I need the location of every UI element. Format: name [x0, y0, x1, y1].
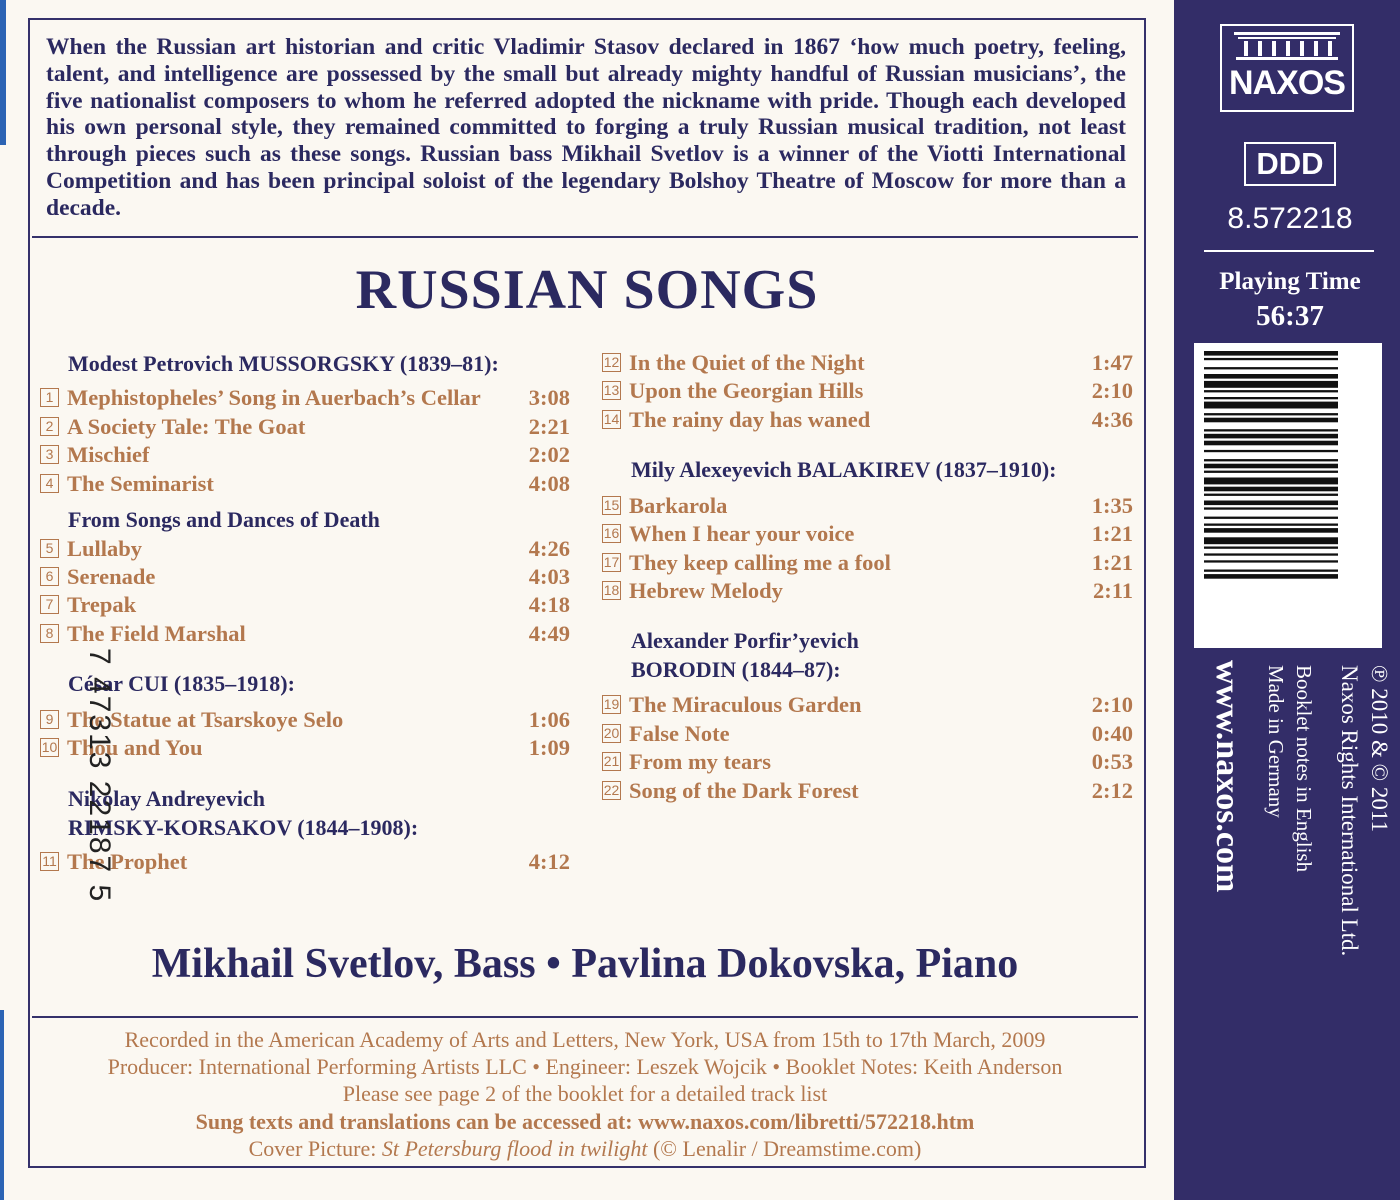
rights-line: Naxos Rights International Ltd.: [1337, 665, 1362, 957]
track-duration: 4:03: [528, 564, 570, 589]
barcode-bar: [1204, 494, 1338, 496]
barcode-bar: [1204, 390, 1338, 392]
track-1: [40, 385, 570, 413]
edge-strip: [0, 0, 6, 145]
barcode-bar: [1204, 450, 1338, 452]
track-8: [40, 621, 570, 649]
credits-sung-texts: Sung texts and translations can be accessed at: www.naxos.com/libretti/572218.htm: [195, 1108, 975, 1134]
performers-line: Mikhail Svetlov, Bass • Pavlina Dokovska, Piano: [151, 941, 1019, 987]
barcode-bar: [1204, 413, 1338, 415]
credits-cover: [32, 1135, 1138, 1162]
logo-wordmark: NAXOS: [1229, 64, 1345, 102]
track-number: 11: [40, 852, 59, 871]
track-title: The Miraculous Garden: [629, 692, 862, 717]
track-title: They keep calling me a fool: [629, 550, 891, 575]
barcode-bar: [1204, 464, 1338, 469]
divider-bottom: [32, 1016, 1138, 1018]
track-20: [602, 721, 1133, 749]
track-duration: 4:12: [528, 849, 570, 874]
track-title: Hebrew Melody: [629, 578, 783, 603]
website-url: www.naxos.com: [1209, 660, 1246, 893]
track-duration: 0:53: [1091, 749, 1133, 774]
track-number: 15: [603, 497, 620, 513]
barcode-bar: [1204, 478, 1338, 485]
barcode-bar: [1204, 487, 1338, 492]
track-3: [40, 442, 570, 470]
heading-songs-and-dances: From Songs and Dances of Death: [68, 507, 380, 532]
credits-tracklist: Please see page 2 of the booklet for a detailed track list: [342, 1081, 828, 1107]
track-number: 9: [40, 710, 59, 729]
track-number: 19: [603, 696, 620, 712]
track-22: [602, 778, 1133, 806]
track-title: The Statue at Tsarskoye Selo: [67, 707, 344, 732]
track-title: False Note: [629, 721, 730, 746]
intro-paragraph: When the Russian art historian and critic Vladimir Stasov declared in 1867 ‘how much poetry, feeling, talent, and intelligence are possessed by the small but already mighty handful of Russian musicians’, the five nationalist composers to whom he referred adopted the nickname with pride. Though each developed his own personal style, they remained committed to forging a truly Russian musical tradition, not least through pieces such as these songs. Russian bass Mikhail Svetlov is a winner of the Viotti International Competition and has been principal soloist of the legendary Bolshoy Theatre of Moscow for more than a decade.: [46, 34, 1126, 221]
barcode-bar: [1204, 381, 1338, 388]
barcode-bar: [1204, 507, 1338, 509]
barcode-bar: [1204, 429, 1338, 431]
track-duration: 2:10: [1091, 692, 1133, 717]
track-title: Song of the Dark Forest: [629, 778, 859, 803]
playing-time-value: 56:37: [1256, 300, 1324, 332]
track-4: [40, 471, 570, 499]
track-title: Trepak: [67, 592, 137, 617]
barcode-bar: [1204, 397, 1338, 399]
track-duration: 2:02: [528, 442, 570, 467]
track-21: [602, 749, 1133, 777]
cover-title: St Petersburg flood in twilight: [381, 1135, 648, 1161]
track-title: Lullaby: [67, 536, 143, 561]
track-duration: 1:09: [528, 735, 570, 760]
track-12: [602, 350, 1133, 378]
composer-heading-rimsky-1: Nikolay Andreyevich: [68, 786, 266, 811]
barcode-bar: [1204, 524, 1338, 526]
composer-heading-borodin-1: Alexander Porfir’yevich: [631, 628, 859, 653]
barcode-bar: [1204, 402, 1338, 409]
track-title: A Society Tale: The Goat: [67, 414, 306, 439]
divider-top: [32, 236, 1138, 238]
composer-heading-borodin-2: BORODIN (1844–87):: [631, 657, 841, 682]
track-duration: 4:49: [528, 621, 570, 646]
barcode-bar: [1204, 528, 1338, 533]
track-16: [602, 521, 1133, 549]
track-title: Serenade: [67, 564, 156, 589]
edge-strip-lower: [0, 1010, 4, 1200]
barcode-bar: [1204, 459, 1338, 461]
temple-columns-icon: [1234, 32, 1340, 60]
track-number: 22: [603, 782, 620, 798]
track-number: 5: [40, 539, 59, 558]
credits-producer: Producer: International Performing Artists LLC • Engineer: Leszek Wojcik • Booklet Notes: Keith Anderson: [107, 1054, 1063, 1080]
sidebar-divider: [1204, 250, 1374, 252]
track-9: [40, 707, 570, 735]
track-number: 1: [40, 388, 59, 407]
credits-recorded: Recorded in the American Academy of Arts and Letters, New York, USA from 15th to 17th March, 2009: [124, 1027, 1046, 1052]
track-title: Barkarola: [629, 493, 728, 518]
cover-prefix: Cover Picture:: [248, 1135, 382, 1161]
track-duration: 2:10: [1091, 378, 1133, 403]
track-title: Mephistopheles’ Song in Auerbach’s Cellar: [67, 385, 481, 410]
track-7: [40, 592, 570, 620]
barcode-bar: [1204, 574, 1338, 579]
track-11: [40, 849, 570, 877]
barcode: [1194, 343, 1382, 648]
track-duration: 1:35: [1091, 493, 1133, 518]
track-number: 21: [603, 753, 620, 769]
composer-heading-mussorgsky: Modest Petrovich MUSSORGSKY (1839–81):: [68, 351, 499, 376]
track-number: 18: [603, 582, 620, 598]
track-number: 10: [41, 739, 58, 755]
track-duration: 1:21: [1091, 521, 1133, 546]
track-10: [40, 735, 570, 763]
copyright-line: ℗ 2010 & © 2011: [1367, 665, 1392, 832]
track-duration: 3:08: [528, 385, 570, 410]
barcode-bar: [1204, 374, 1338, 379]
track-title: The Seminarist: [67, 471, 214, 496]
track-duration: 4:36: [1091, 407, 1133, 432]
barcode-bar: [1204, 471, 1338, 473]
track-number: 2: [40, 417, 59, 436]
track-number: 8: [40, 624, 59, 643]
barcode-bar: [1204, 501, 1338, 506]
track-number: 6: [40, 567, 59, 586]
track-duration: 1:21: [1091, 550, 1133, 575]
track-duration: 4:18: [528, 592, 570, 617]
composer-heading-rimsky-2: RIMSKY-KORSAKOV (1844–1908):: [68, 815, 419, 840]
album-title: RUSSIAN SONGS: [355, 259, 819, 321]
track-6: [40, 564, 570, 592]
barcode-bars: [1204, 351, 1338, 637]
track-title: Upon the Georgian Hills: [629, 378, 864, 403]
cover-suffix: (© Lenalir / Dreamstime.com): [647, 1135, 922, 1161]
composer-heading-balakirev: Mily Alexeyevich BALAKIREV (1837–1910):: [631, 457, 1057, 482]
track-18: [602, 578, 1133, 606]
track-title: The Field Marshal: [67, 621, 246, 646]
playing-time-label: Playing Time: [1219, 268, 1361, 295]
barcode-bar: [1204, 441, 1338, 446]
barcode-bar: [1204, 351, 1338, 356]
barcode-bar: [1204, 570, 1338, 572]
track-title: The Prophet: [67, 849, 188, 874]
track-number: 13: [603, 382, 620, 398]
track-13: [602, 378, 1133, 406]
track-title: From my tears: [629, 749, 772, 774]
track-duration: 1:06: [528, 707, 570, 732]
barcode-bar: [1204, 517, 1338, 519]
track-number: 14: [603, 411, 620, 427]
track-duration: 0:40: [1091, 721, 1133, 746]
barcode-bar: [1204, 547, 1338, 549]
made-in-line: Made in Germany: [1264, 665, 1288, 818]
track-title: Mischief: [67, 442, 150, 467]
track-15: [602, 493, 1133, 521]
track-duration: 2:12: [1091, 778, 1133, 803]
composer-heading-cui: César CUI (1835–1918):: [68, 671, 295, 696]
barcode-digits: 7 47313 22187 5: [83, 648, 116, 904]
barcode-bar: [1204, 553, 1338, 555]
track-duration: 4:26: [528, 536, 570, 561]
track-duration: 2:11: [1092, 578, 1133, 603]
track-19: [602, 692, 1133, 720]
track-duration: 2:21: [528, 414, 570, 439]
track-number: 3: [40, 445, 59, 464]
track-duration: 4:08: [528, 471, 570, 496]
barcode-bar: [1204, 537, 1338, 544]
ddd-badge: DDD: [1244, 142, 1336, 186]
barcode-bar: [1204, 434, 1338, 439]
track-title: The rainy day has waned: [629, 407, 871, 432]
track-title: Thou and You: [67, 735, 203, 760]
track-number: 20: [603, 725, 620, 741]
track-14: [602, 407, 1133, 435]
track-2: [40, 414, 570, 442]
track-number: 7: [40, 595, 59, 614]
track-number: 16: [603, 525, 620, 541]
barcode-bar: [1204, 560, 1338, 562]
catalog-number: 8.572218: [1227, 202, 1353, 235]
credits-block: [32, 1026, 1138, 1162]
track-title: When I hear your voice: [629, 521, 855, 546]
booklet-language-line: Booklet notes in English: [1292, 665, 1316, 873]
barcode-bar: [1204, 358, 1338, 360]
track-5: [40, 536, 570, 564]
track-duration: 1:47: [1091, 350, 1133, 375]
naxos-logo: [1220, 24, 1354, 112]
track-number: 12: [603, 354, 620, 370]
track-number: 4: [40, 474, 59, 493]
track-title: In the Quiet of the Night: [629, 350, 865, 375]
barcode-bar: [1204, 418, 1338, 423]
track-17: [602, 550, 1133, 578]
track-number: 17: [603, 554, 620, 570]
barcode-bar: [1204, 367, 1338, 369]
